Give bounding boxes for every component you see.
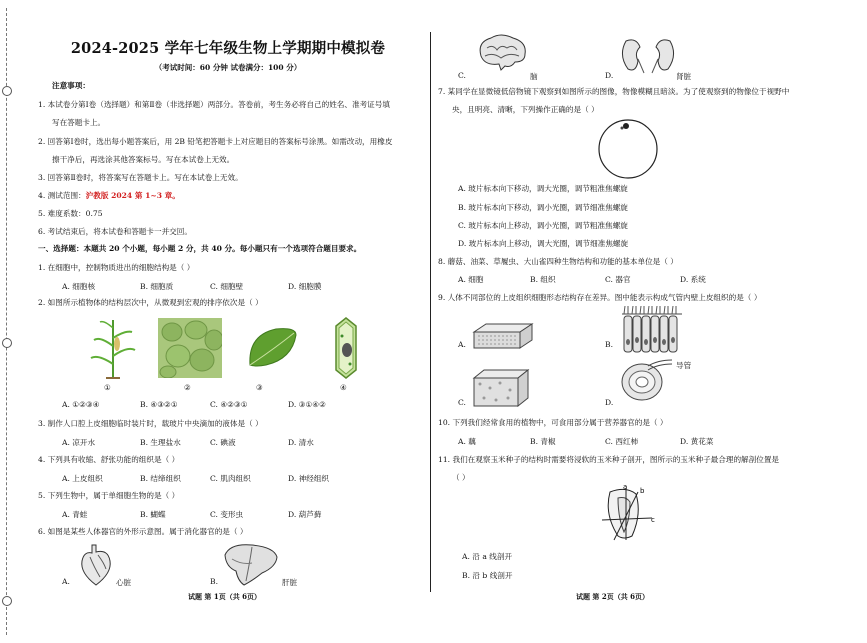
scope-value: 沪教版 2024 第 1~3 章。	[85, 191, 180, 200]
binding-hole	[2, 86, 12, 96]
kidney-image	[620, 37, 676, 75]
notice-line: 5. 难度系数：0.75	[38, 209, 103, 218]
microscope-field-image	[596, 118, 660, 180]
option: B. 细胞质	[140, 282, 174, 291]
page-footer-left: 试题 第 1页（共 6页）	[188, 592, 262, 601]
option: B. 青椒	[530, 437, 556, 446]
notice-heading: 注意事项：	[52, 81, 90, 90]
binding-line	[6, 8, 7, 635]
binding-hole	[2, 338, 12, 348]
figure-label: ①	[104, 383, 111, 392]
notice-line: 3. 回答第Ⅱ卷时，将答案写在答题卡上。写在本试卷上无效。	[38, 173, 243, 182]
column-divider	[430, 32, 431, 592]
line-b-label: b	[640, 487, 645, 495]
option: C. 细胞壁	[210, 282, 244, 291]
option: B. 沿 b 线剖开	[462, 571, 513, 580]
option: D.	[605, 71, 614, 80]
option: A. 青蛙	[62, 510, 88, 519]
question-stem: 央，且明亮、清晰，下列操作正确的是（ ）	[452, 105, 599, 114]
option: C.	[458, 398, 466, 407]
duct-label: 导管	[676, 361, 692, 370]
heart-image	[78, 543, 114, 587]
scope-label: 4. 测试范围：	[38, 191, 86, 200]
option: C. ④②③①	[210, 400, 248, 409]
option: D. 黄花菜	[680, 437, 714, 446]
option: B.	[210, 577, 218, 586]
question-stem: 7. 某同学在显微镜低倍物镜下观察到如图所示的图像，物像模糊且暗淡。为了使观察到的物像位于视野中	[438, 87, 790, 96]
option: D.	[605, 398, 614, 407]
organ-name: 肝脏	[282, 578, 298, 587]
option: D. 系统	[680, 275, 706, 284]
option: B. ④③②①	[140, 400, 178, 409]
squamous-epithelium-image	[472, 322, 534, 352]
question-stem: 8. 蘑菇、油菜、草履虫、大山雀四种生物结构和功能的基本单位是（ ）	[438, 257, 678, 266]
option: C. 西红柿	[605, 437, 639, 446]
option: B. 组织	[530, 275, 556, 284]
glandular-epithelium-image	[618, 354, 674, 404]
option: A. 细胞核	[62, 282, 96, 291]
option: D. 玻片标本向上移动，调大光圈，调节细准焦螺旋	[458, 239, 629, 248]
option: D. 神经组织	[288, 474, 330, 483]
organ-name: 脑	[530, 72, 538, 81]
option: A. ①②③④	[62, 400, 100, 409]
ciliated-epithelium-image	[620, 304, 684, 358]
question-stem: 10. 下列我们经常食用的植物中，可食用部分属于营养器官的是（ ）	[438, 418, 668, 427]
question-stem: 5. 下列生物中，属于单细胞生物的是（ ）	[38, 491, 180, 500]
option: D. 葫芦藓	[288, 510, 322, 519]
option: D. 清水	[288, 438, 314, 447]
question-stem: 6. 如图是某些人体器官的外形示意图。属于消化器官的是（ ）	[38, 527, 248, 536]
option: A. 细胞	[458, 275, 484, 284]
corn-plant-image	[88, 314, 138, 380]
organ-name: 心脏	[116, 578, 132, 587]
option: B. 结缔组织	[140, 474, 181, 483]
option: B. 蝴蝶	[140, 510, 166, 519]
option: A. 藕	[458, 437, 476, 446]
notice-line: 6. 考试结束后，将本试卷和答题卡一并交回。	[38, 227, 192, 236]
figure-label: ③	[256, 383, 263, 392]
option: C. 器官	[605, 275, 631, 284]
option: A.	[62, 577, 70, 586]
option: A.	[458, 340, 466, 349]
option: C. 玻片标本向上移动，调小光圈，调节粗准焦螺旋	[458, 221, 628, 230]
section-heading: 一、选择题：本题共 20 个小题，每小题 2 分，共 40 分。每小题只有一个选项符合题目要求。	[38, 244, 362, 253]
option: A. 沿 a 线剖开	[462, 552, 513, 561]
question-stem: 2. 如图所示植物体的结构层次中，从微观到宏观的排序依次是（ ）	[38, 298, 263, 307]
question-stem: （ ）	[452, 473, 470, 482]
plant-tissue-image	[158, 318, 222, 378]
brain-image	[475, 32, 529, 72]
cuboidal-epithelium-image	[472, 368, 530, 408]
option: D. ③①④②	[288, 400, 326, 409]
notice-line	[38, 190, 180, 201]
liver-image	[222, 541, 280, 587]
binding-hole	[2, 596, 12, 606]
notice-line: 2. 回答第Ⅰ卷时，选出每小题答案后，用 2B 铅笔把答题卡上对应题目的答案标号涂黑。如需改动，用橡皮	[38, 137, 393, 146]
corn-seed-image	[596, 484, 658, 542]
page-title: 2024-2025 学年七年级生物上学期期中模拟卷	[70, 40, 386, 57]
notice-line: 1. 本试卷分第Ⅰ卷（选择题）和第Ⅱ卷（非选择题）两部分。答卷前，考生务必将自己的姓名、准考证号填	[38, 100, 390, 109]
option: A. 上皮组织	[62, 474, 103, 483]
organ-name: 肾脏	[676, 72, 692, 81]
question-stem: 9. 人体不同部位的上皮组织细胞形态结构存在差异。图中能表示构成气管内壁上皮组织的是（ ）	[438, 293, 762, 302]
option: B. 生理盐水	[140, 438, 181, 447]
option: D. 细胞膜	[288, 282, 322, 291]
binding-margin	[0, 0, 14, 643]
question-stem: 1. 在细胞中，控制物质进出的细胞结构是（ ）	[38, 263, 195, 272]
option: B. 玻片标本向下移动，调小光圈，调节细准焦螺旋	[458, 203, 628, 212]
option: C. 变形虫	[210, 510, 244, 519]
question-stem: 4. 下列具有收缩、舒张功能的组织是（ ）	[38, 455, 180, 464]
line-a-label: a	[623, 484, 628, 491]
option: A. 玻片标本向下移动，调大光圈，调节粗准焦螺旋	[458, 184, 628, 193]
question-stem: 3. 制作人口腔上皮细胞临时装片时，载玻片中央滴加的液体是（ ）	[38, 419, 263, 428]
page-footer-right: 试题 第 2页（共 6页）	[576, 592, 650, 601]
leaf-image	[246, 325, 298, 369]
option: C. 肌肉组织	[210, 474, 251, 483]
line-c-label: c	[651, 516, 655, 524]
notice-line: 擦干净后，再选涂其他答案标号。写在本试卷上无效。	[52, 155, 235, 164]
figure-label: ②	[184, 383, 191, 392]
option: B.	[605, 340, 613, 349]
figure-label: ④	[340, 383, 347, 392]
notice-line: 写在答题卡上。	[52, 118, 106, 127]
option: C.	[458, 71, 466, 80]
option: A. 凉开水	[62, 438, 96, 447]
option: C. 碘液	[210, 438, 236, 447]
exam-subtitle: （考试时间：60 分钟 试卷满分：100 分）	[154, 63, 302, 72]
plant-cell-image	[332, 316, 360, 380]
question-stem: 11. 我们在观察玉米种子的结构时需要将浸软的玉米种子剖开，图所示的玉米种子最合理的解剖位置是	[438, 455, 780, 464]
